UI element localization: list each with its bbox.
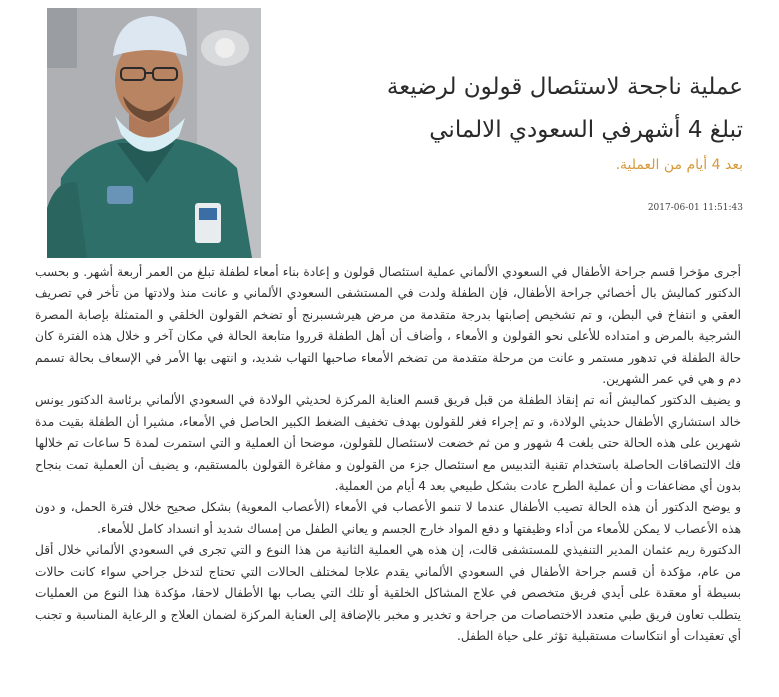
article-paragraph-2: و يضيف الدكتور كماليش أنه تم إنقاذ الطفلة من قبل فريق قسم العناية المركزة لحديثي الولادة في السعودي الألماني برئاسة الدكتور يونس خالد استشاري الأطفال حديثي الولادة، و تم إجراء فغر للقولون بهدف تخفيف الضغط الكبير الحاصل في الأمعاء، مشيرا أن الطفلة بقيت مدة شهرين على هذه الحالة حتى بلغت 4 شهور و من ثم خضعت لاستئصال للقولون، موضحا أن العملية و التي استمرت لمدة 5 ساعات تم خلالها فك الالتصاقات الحاصلة باستخدام تقنية التدبيس مع استئصال جزء من القولون و مفاغرة القولون بالمستقيم، و يضيف أن العملية تمت بنجاح بدون أي مضاعفات و أن عملية الطرح عادت بشكل طبيعي بعد 4 أيام من العملية.	[35, 393, 741, 494]
doctor-photo	[47, 8, 261, 258]
article-paragraph-3: و يوضح الدكتور أن هذه الحالة تصيب الأطفال عندما لا تنمو الأعصاب في الأمعاء (الأعصاب المعوية) بشكل صحيح خلال فترة الحمل، و دون هذه الأعصاب لا يمكن للأمعاء من أداء وظيفتها و دفع المواد خارج الجسم و يعاني الطفل من إمساك شديد أو انسداد كامل للأمعاء.	[35, 500, 741, 536]
article-timestamp: 2017-06-01 11:51:43	[647, 203, 743, 213]
article-body	[35, 262, 741, 647]
article-title	[303, 66, 743, 152]
article-paragraph-4: الدكتورة ريم عثمان المدير التنفيذي للمستشفى قالت، إن هذه هي العملية الثانية من هذا النوع و التي تجرى في السعودي الألماني خلال أقل من عام، مؤكدة أن قسم جراحة الأطفال في السعودي الألماني يقدم علاجا لمختلف الحالات التي تحتاج لتدخل جراحي سواء كانت حالات بسيطة أو معقدة على أيدي فريق متخصص في علاج المشاكل الخلقية أو تلك التي يصاب بها الأطفال لاحقا، مؤكدة هذا النوع من العمليات يتطلب تعاون فريق طبي متعدد الاختصاصات من جراحة و تخدير و مخبر بالإضافة إلى العناية المركزة لضمان العلاج و الرعاية المناسبة و تجنب أي تعقيدات أو انتكاسات مستقبلية تؤثر على حياة الطفل.	[35, 543, 741, 643]
article-title-line-2: تبلغ 4 أشهرفي السعودي الالماني	[429, 117, 743, 143]
article-paragraph-1: أجرى مؤخرا قسم جراحة الأطفال في السعودي الألماني عملية استئصال قولون و إعادة بناء أمعاء لطفلة تبلغ من العمر أربعة أشهر. و بحسب الدكتور كماليش بال أخصائي جراحة الأطفال، فإن الطفلة ولدت في المستشفى السعودي الألماني و عانت منذ ولادتها من تأخر في تصريف العقي و انتفاخ في البطن، و تم تشخيص إصابتها بدرجة متقدمة من مرض هيرشسبرنج أو تضخم القولون الخلقي و المتمثلة بإصابة المصرة الشرجية بالمرض و امتداده للأعلى نحو القولون و الأمعاء ، وأضاف أن أهل الطفلة قرروا متابعة الحالة في مكان آخر و خلال هذه الفترة كان حالة الطفلة في تدهور مستمر و عانت من مرحلة متقدمة من تضخم الأمعاء صاحبها التهاب شديد، و انتهى بها الأمر في الإسعاف بحالة تسمم دم و هي في عمر الشهرين.	[35, 265, 741, 387]
doctor-photo-illustration	[47, 8, 261, 258]
article-header	[303, 66, 743, 152]
article-subtitle: بعد 4 أيام من العملية.	[615, 157, 743, 173]
article-title-line-1: عملية ناجحة لاستئصال قولون لرضيعة	[386, 74, 743, 100]
